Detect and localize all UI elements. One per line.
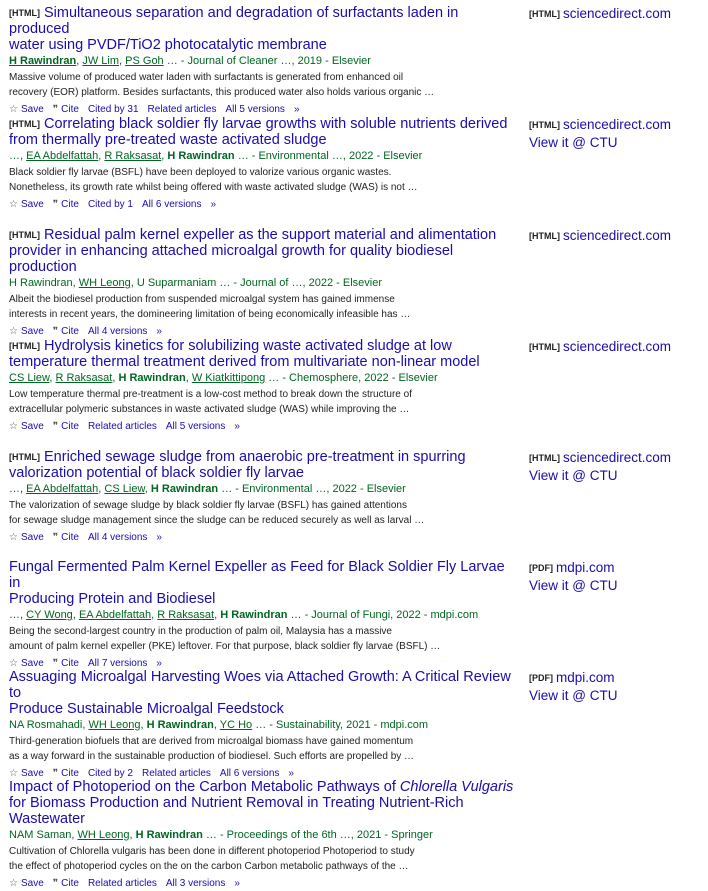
author-name[interactable]: PS Goh	[125, 55, 164, 67]
cite-label: Cite	[61, 878, 79, 889]
result-authors: H Rawindran, WH Leong, U Suparmaniam … - Journal of …, 2022 - Elsevier	[9, 277, 382, 289]
quote-icon: ❞	[52, 421, 59, 432]
more-icon[interactable]: »	[234, 878, 240, 889]
save-label: Save	[20, 199, 44, 210]
author-name[interactable]: EA Abdelfattah	[78, 609, 152, 621]
save-label: Save	[20, 768, 44, 779]
type-tag: [HTML]	[529, 120, 560, 130]
result-snippet	[9, 734, 514, 764]
related-articles-link[interactable]: Related articles	[141, 768, 211, 779]
result-authors: NA Rosmahadi, WH Leong, H Rawindran, YC Ho … - Sustainability, 2021 - mdpi.com	[9, 719, 429, 731]
cite-button[interactable]	[53, 768, 79, 779]
title-line: Produce Sustainable Microalgal Feedstock	[9, 701, 284, 717]
title-line: valorization potential of black soldier fly larvae	[9, 465, 304, 481]
more-icon[interactable]: »	[156, 532, 162, 543]
author-name: H Rawindran	[220, 609, 288, 621]
cite-button[interactable]	[53, 658, 79, 669]
author-name: NAM Saman	[9, 829, 72, 841]
type-tag: [HTML]	[9, 119, 40, 129]
author-name: H Rawindran	[167, 150, 235, 162]
snippet-line: Being the second-largest country in the production of palm oil, Malaysia has a massive	[9, 626, 392, 637]
author-name: H Rawindran	[9, 277, 73, 289]
result-title-link[interactable]	[9, 5, 514, 53]
save-button[interactable]	[9, 326, 44, 337]
save-button[interactable]	[9, 199, 44, 210]
result-main	[9, 779, 514, 891]
snippet-line: Black soldier fly larvae (BSFL) have been deployed to valorize various organic wastes.	[9, 167, 392, 178]
result-title-link[interactable]	[9, 669, 514, 717]
save-label: Save	[20, 421, 44, 432]
author-name[interactable]: JW Lim	[82, 55, 120, 67]
all-versions-link[interactable]: All 5 versions	[165, 421, 226, 432]
author-name[interactable]: EA Abdelfattah	[26, 150, 99, 162]
snippet-line: extracellular polymeric substances in waste activated sludge (WAS) while improving the …	[9, 404, 410, 415]
library-link[interactable]	[529, 687, 708, 704]
type-tag: [HTML]	[9, 8, 40, 18]
snippet-line: Albeit the biodiesel production from suspended microalgal system has gained immense	[9, 294, 395, 305]
quote-icon: ❞	[52, 768, 59, 779]
side-link-text: mdpi.com	[556, 670, 615, 685]
type-tag: [HTML]	[9, 341, 40, 351]
author-name: H Rawindran	[118, 372, 186, 384]
library-link[interactable]	[529, 134, 708, 151]
author-name[interactable]: R Raksasat	[104, 150, 162, 162]
side-link-text: sciencedirect.com	[563, 339, 672, 354]
fulltext-link[interactable]	[529, 116, 708, 134]
all-versions-link[interactable]: All 6 versions	[141, 199, 202, 210]
star-icon: ☆	[9, 421, 18, 432]
author-name[interactable]: R Raksasat	[55, 372, 113, 384]
result-side-links	[529, 449, 708, 484]
cite-label: Cite	[61, 326, 79, 337]
type-tag: [PDF]	[529, 563, 553, 573]
result-actions	[9, 198, 514, 212]
save-button[interactable]	[9, 658, 44, 669]
result-main	[9, 338, 514, 434]
type-tag: [HTML]	[529, 231, 560, 241]
title-line: provider in enhancing attached microalgal growth for quality biodiesel production	[9, 243, 454, 275]
snippet-line: amount of palm kernel expeller (PKE) leftover. For that purpose, black soldier fly larvae (BSFL) …	[9, 641, 441, 652]
snippet-line: as a way forward in the sustainable production of biodiesel. Such efforts are propelled by …	[9, 751, 415, 762]
related-articles-link[interactable]: Related articles	[87, 878, 157, 889]
cite-label: Cite	[61, 104, 79, 115]
author-name[interactable]: WH Leong	[88, 719, 141, 731]
cite-button[interactable]	[53, 104, 79, 115]
snippet-line: Massive volume of produced water laden with surfactants is generated from enhanced oil	[9, 72, 404, 83]
result-actions	[9, 877, 514, 891]
save-label: Save	[20, 658, 44, 669]
title-line: Impact of Photoperiod on the Carbon Metabolic Pathways of Chlorella Vulgaris	[9, 779, 514, 795]
more-icon[interactable]: »	[210, 199, 217, 210]
star-icon: ☆	[9, 326, 18, 337]
quote-icon: ❞	[52, 104, 59, 115]
snippet-line: interests in recent years, the domineering limitation of being economically infeasible has …	[9, 309, 411, 320]
author-name: H Rawindran	[135, 829, 203, 841]
side-link-text: View it @ CTU	[529, 468, 618, 483]
save-label: Save	[20, 326, 44, 337]
title-line: from thermally pre-treated waste activated sludge	[9, 132, 327, 148]
related-articles-link[interactable]: Related articles	[147, 104, 217, 115]
result-authors: H Rawindran, JW Lim, PS Goh … - Journal of Cleaner …, 2019 - Elsevier	[9, 55, 371, 67]
result-snippet	[9, 292, 514, 322]
result-side-links	[529, 116, 708, 151]
author-name[interactable]: YC Ho	[219, 719, 253, 731]
save-label: Save	[20, 878, 44, 889]
title-line: Wastewater	[9, 811, 86, 827]
title-line: for Biomass Production and Nutrient Removal in Treating Nutrient-Rich	[9, 795, 464, 811]
cite-label: Cite	[61, 532, 79, 543]
result-main	[9, 227, 514, 339]
cite-button[interactable]	[53, 532, 79, 543]
title-line: Fungal Fermented Palm Kernel Expeller as Feed for Black Soldier Fly Larvae in	[9, 559, 505, 591]
result-authors: CS Liew, R Raksasat, H Rawindran, W Kiatkittipong … - Chemosphere, 2022 - Elsevier	[9, 372, 438, 384]
cite-label: Cite	[61, 199, 79, 210]
quote-icon: ❞	[52, 199, 59, 210]
author-name[interactable]: WH Leong	[78, 277, 131, 289]
author-name[interactable]: CY Wong	[26, 609, 73, 621]
result-main	[9, 116, 514, 212]
fulltext-link[interactable]	[529, 449, 708, 467]
title-italic: Chlorella Vulgaris	[399, 779, 514, 795]
side-link-text: sciencedirect.com	[563, 228, 672, 243]
cite-label: Cite	[61, 421, 79, 432]
save-label: Save	[20, 532, 44, 543]
star-icon: ☆	[9, 104, 18, 115]
author-name[interactable]: EA Abdelfattah	[26, 483, 99, 495]
save-button[interactable]	[9, 532, 44, 543]
cite-button[interactable]	[53, 878, 79, 889]
title-line: [HTML] Simultaneous separation and degradation of surfactants laden in produced	[9, 5, 459, 37]
cite-button[interactable]	[53, 421, 79, 432]
fulltext-link[interactable]	[529, 559, 708, 577]
cite-button[interactable]	[53, 199, 79, 210]
star-icon: ☆	[9, 532, 18, 543]
title-line: [HTML] Hydrolysis kinetics for solubilizing waste activated sludge at low	[9, 338, 452, 354]
more-icon[interactable]: »	[288, 768, 294, 779]
result-title-link[interactable]	[9, 338, 514, 370]
save-button[interactable]	[9, 104, 44, 115]
side-link-text: sciencedirect.com	[563, 117, 672, 132]
author-name[interactable]: R Raksasat	[157, 609, 215, 621]
star-icon: ☆	[9, 878, 18, 889]
result-authors: …, EA Abdelfattah, R Raksasat, H Rawindran … - Environmental …, 2022 - Elsevier	[9, 150, 423, 162]
snippet-line: Low temperature thermal pre-treatment is a low-cost method to break down the structure of	[9, 389, 412, 400]
quote-icon: ❞	[52, 326, 59, 337]
result-main	[9, 559, 514, 671]
result-actions	[9, 325, 514, 339]
type-tag: [HTML]	[9, 452, 40, 462]
more-icon[interactable]: »	[156, 326, 162, 337]
save-button[interactable]	[9, 878, 44, 889]
result-snippet	[9, 387, 514, 417]
side-link-text: View it @ CTU	[529, 135, 618, 150]
quote-icon: ❞	[52, 532, 59, 543]
library-link[interactable]	[529, 577, 708, 594]
save-button[interactable]	[9, 421, 44, 432]
author-name[interactable]: W Kiatkittipong	[191, 372, 266, 384]
snippet-line: Nonetheless, its growth rate whilst being offered with waste activated sludge (WAS) is not …	[9, 182, 418, 193]
type-tag: [HTML]	[529, 453, 560, 463]
snippet-line: Cultivation of Chlorella vulgaris has been done in different photoperiod Photoperiod to study	[9, 846, 415, 857]
result-main	[9, 669, 514, 781]
result-side-links	[529, 669, 708, 704]
star-icon: ☆	[9, 199, 18, 210]
title-line: Assuaging Microalgal Harvesting Woes via Attached Growth: A Critical Review to	[9, 669, 511, 701]
type-tag: [HTML]	[529, 9, 560, 19]
result-side-links	[529, 559, 708, 594]
result-authors: …, EA Abdelfattah, CS Liew, H Rawindran … - Environmental …, 2022 - Elsevier	[9, 483, 406, 495]
fulltext-link[interactable]	[529, 669, 708, 687]
author-name[interactable]: H Rawindran	[9, 55, 77, 67]
author-name: NA Rosmahadi	[9, 719, 83, 731]
fulltext-link[interactable]	[529, 338, 708, 356]
more-icon[interactable]: »	[234, 421, 240, 432]
title-line: [HTML] Correlating black soldier fly larvae growths with soluble nutrients derived	[9, 116, 508, 132]
author-name: H Rawindran	[146, 719, 214, 731]
cited-by-link[interactable]: Cited by 2	[87, 768, 133, 779]
title-line: temperature thermal treatment derived from multivariate non-linear model	[9, 354, 480, 370]
result-title-link[interactable]	[9, 559, 514, 607]
cited-by-link[interactable]: Cited by 1	[87, 199, 133, 210]
star-icon: ☆	[9, 768, 18, 779]
save-button[interactable]	[9, 768, 44, 779]
quote-icon: ❞	[52, 658, 59, 669]
result-snippet	[9, 844, 514, 874]
more-icon[interactable]: »	[156, 658, 162, 669]
cite-label: Cite	[61, 768, 79, 779]
snippet-line: the effect of photoperiod cycles on the on the carbon Carbon metabolic pathways of the …	[9, 861, 409, 872]
snippet-line: for sewage sludge management since the sludge can be reduced securely as well as larval …	[9, 515, 425, 526]
author-name: U Suparmaniam	[136, 277, 217, 289]
star-icon: ☆	[9, 658, 18, 669]
result-authors: NAM Saman, WH Leong, H Rawindran … - Proceedings of the 6th …, 2021 - Springer	[9, 829, 433, 841]
side-link-text: View it @ CTU	[529, 688, 618, 703]
fulltext-link[interactable]	[529, 227, 708, 245]
result-actions	[9, 531, 514, 545]
result-snippet	[9, 498, 514, 528]
result-authors: …, CY Wong, EA Abdelfattah, R Raksasat, H Rawindran … - Journal of Fungi, 2022 - mdpi.com	[9, 609, 479, 621]
result-side-links	[529, 227, 708, 245]
result-main	[9, 5, 514, 117]
snippet-line: The valorization of sewage sludge by black soldier fly larvae (BSFL) has gained attentions	[9, 500, 407, 511]
type-tag: [HTML]	[9, 230, 40, 240]
type-tag: [HTML]	[529, 342, 560, 352]
all-versions-link[interactable]: All 6 versions	[219, 768, 280, 779]
all-versions-link[interactable]: All 7 versions	[87, 658, 148, 669]
result-title-link[interactable]	[9, 227, 514, 275]
side-link-text: View it @ CTU	[529, 578, 618, 593]
author-name[interactable]: WH Leong	[77, 829, 130, 841]
author-name[interactable]: CS Liew	[104, 483, 145, 495]
library-link[interactable]	[529, 467, 708, 484]
cite-button[interactable]	[53, 326, 79, 337]
side-link-text: sciencedirect.com	[563, 6, 672, 21]
result-main	[9, 449, 514, 545]
side-link-text: mdpi.com	[556, 560, 615, 575]
quote-icon: ❞	[52, 878, 59, 889]
all-versions-link[interactable]: All 3 versions	[165, 878, 226, 889]
title-line: [HTML] Residual palm kernel expeller as the support material and alimentation	[9, 227, 497, 243]
result-title-link[interactable]	[9, 779, 514, 827]
snippet-line: recovery (EOR) platform. Besides surfactants, this produced water also holds various organic …	[9, 87, 435, 98]
type-tag: [PDF]	[529, 673, 553, 683]
all-versions-link[interactable]: All 4 versions	[87, 532, 148, 543]
more-icon[interactable]: »	[293, 104, 300, 115]
result-actions	[9, 103, 514, 117]
result-side-links	[529, 338, 708, 356]
result-snippet	[9, 624, 514, 654]
result-side-links	[529, 5, 708, 23]
author-name: H Rawindran	[150, 483, 219, 495]
cite-label: Cite	[61, 658, 79, 669]
title-line: Producing Protein and Biodiesel	[9, 591, 216, 607]
related-articles-link[interactable]: Related articles	[87, 421, 157, 432]
all-versions-link[interactable]: All 5 versions	[225, 104, 285, 115]
save-label: Save	[20, 104, 44, 115]
result-snippet	[9, 165, 514, 195]
result-title-link[interactable]	[9, 116, 514, 148]
snippet-line: Third-generation biofuels that are derived from microalgal biomass have gained momentum	[9, 736, 414, 747]
all-versions-link[interactable]: All 4 versions	[87, 326, 148, 337]
result-title-link[interactable]	[9, 449, 514, 481]
title-line: [HTML] Enriched sewage sludge from anaerobic pre-treatment in spurring	[9, 449, 466, 465]
result-actions	[9, 420, 514, 434]
result-snippet	[9, 70, 514, 100]
side-link-text: sciencedirect.com	[563, 450, 672, 465]
title-line: water using PVDF/TiO2 photocatalytic membrane	[9, 37, 327, 53]
fulltext-link[interactable]	[529, 5, 708, 23]
cited-by-link[interactable]: Cited by 31	[87, 104, 139, 115]
author-name[interactable]: CS Liew	[9, 372, 50, 384]
